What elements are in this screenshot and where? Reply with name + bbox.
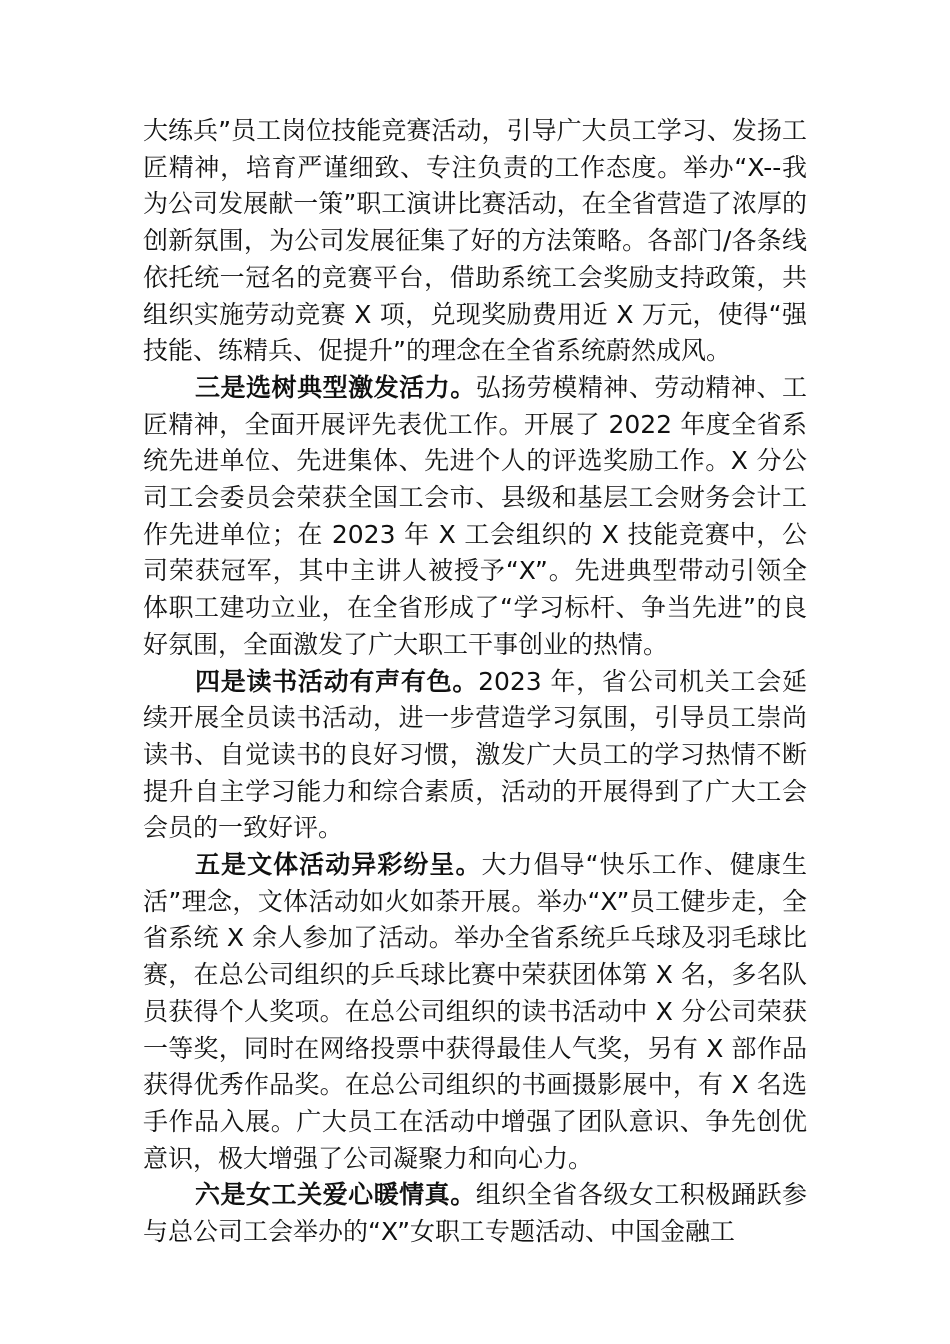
document-page: [143, 113, 807, 1251]
paragraph-4-lead: 五是文体活动异彩纷呈。: [195, 850, 482, 880]
paragraph-5-body: 组织全省各级女工积极踊跃参与总公司工会举办的“X”女职工专题活动、中国金融工: [143, 1180, 807, 1247]
paragraph-1-body: 大练兵”员工岗位技能竞赛活动，引导广大员工学习、发扬工匠精神，培育严谨细致、专注负责的工作态度。举办“X--我为公司发展献一策”职工演讲比赛活动，在全省营造了浓厚的创新氛围，为公司发展征集了好的方法策略。各部门/各条线依托统一冠名的竞赛平台，借助系统工会奖励支持政策，共组织实施劳动竞赛 X 项，兑现奖励费用近 X 万元，使得“强技能、练精兵、促提升”的理念在全省系统蔚然成风。: [143, 116, 807, 366]
paragraph-4: [143, 847, 807, 1177]
paragraph-2-lead: 三是选树典型激发活力。: [195, 372, 476, 402]
paragraph-3-lead: 四是读书活动有声有色。: [195, 666, 479, 696]
paragraph-3-body: 2023 年，省公司机关工会延续开展全员读书活动，进一步营造学习氛围，引导员工崇尚读书、自觉读书的良好习惯，激发广大员工的学习热情不断提升自主学习能力和综合素质，活动的开展得到了广大工会会员的一致好评。: [143, 666, 807, 843]
paragraph-2-body: 弘扬劳模精神、劳动精神、工匠精神，全面开展评先表优工作。开展了 2022 年度全省系统先进单位、先进集体、先进个人的评选奖励工作。X 分公司工会委员会荣获全国工会市、县级和基层工会财务会计工作先进单位；在 2023 年 X 工会组织的 X 技能竞赛中，公司荣获冠军，其中主讲人被授予“X”。先进典型带动引领全体职工建功立业，在全省形成了“学习标杆、争当先进”的良好氛围，全面激发了广大职工干事创业的热情。: [143, 372, 807, 659]
paragraph-2: [143, 370, 807, 664]
paragraph-5: [143, 1177, 807, 1250]
paragraph-3: [143, 664, 807, 848]
paragraph-1: [143, 113, 807, 370]
paragraph-5-lead: 六是女工关爱心暖情真。: [195, 1180, 476, 1210]
paragraph-4-body: 大力倡导“快乐工作、健康生活”理念，文体活动如火如荼开展。举办“X”员工健步走，全省系统 X 余人参加了活动。举办全省系统乒乓球及羽毛球比赛，在总公司组织的乒乓球比赛中荣获团体第 X 名，多名队员获得个人奖项。在总公司组织的读书活动中 X 分公司荣获一等奖，同时在网络投票中获得最佳人气奖，另有 X 部作品获得优秀作品奖。在总公司组织的书画摄影展中，有 X 名选手作品入展。广大员工在活动中增强了团队意识、争先创优意识，极大增强了公司凝聚力和向心力。: [143, 850, 807, 1173]
